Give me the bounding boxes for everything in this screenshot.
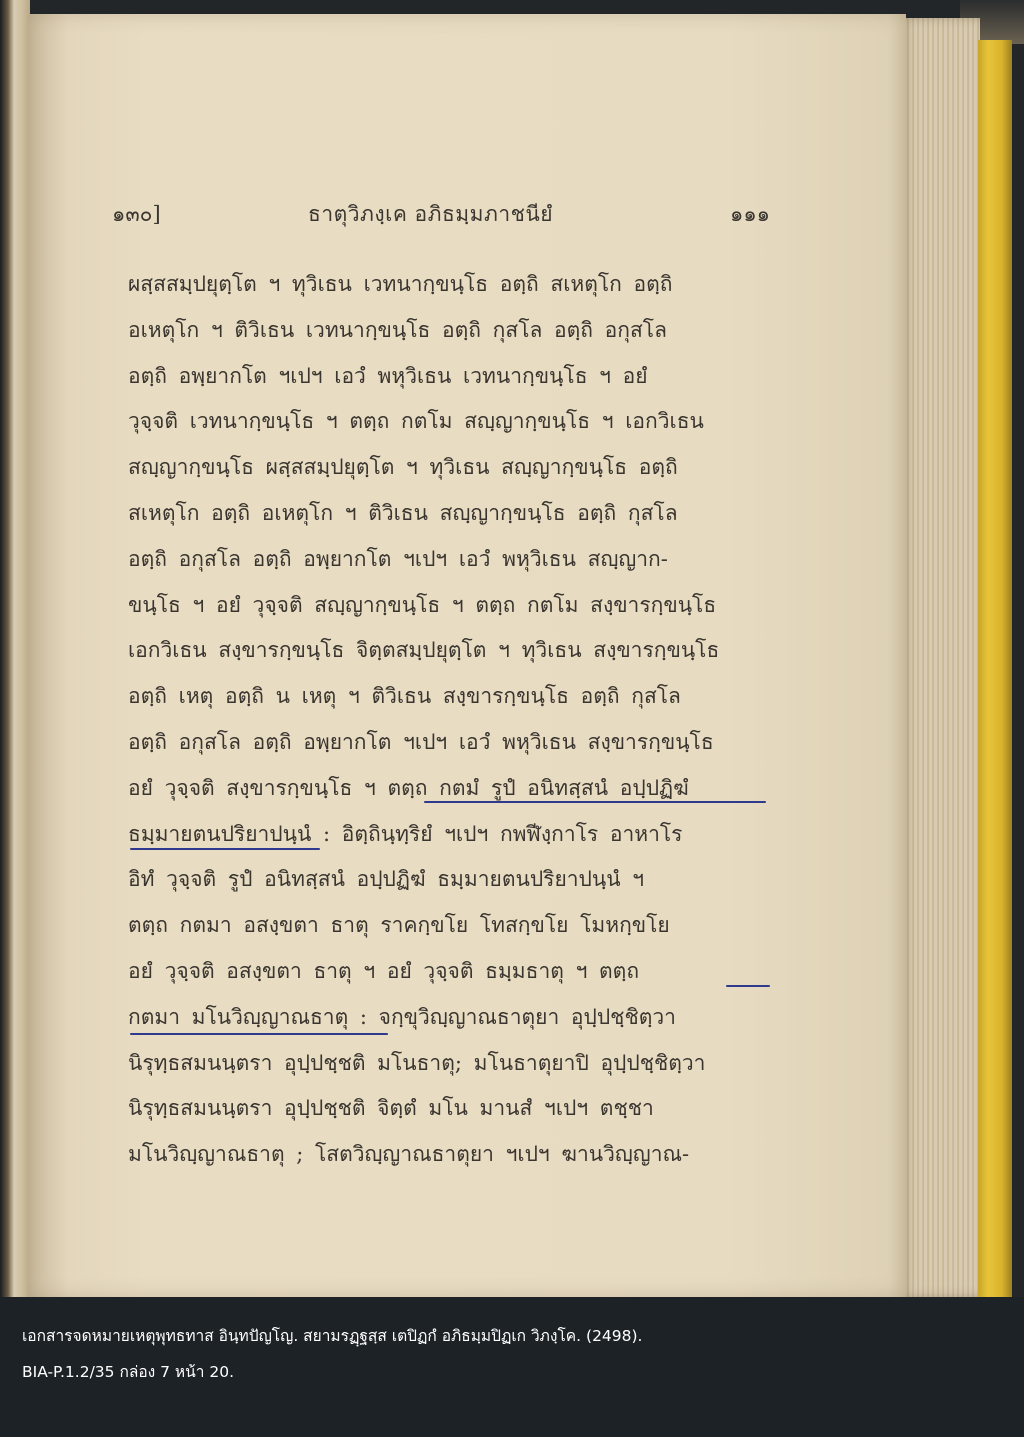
text-line-content: ตตฺถ กตมา อสงฺขตา ธาตุ ราคกฺขโย โทสกฺขโย โมหกฺขโย [128, 913, 670, 938]
text-line-content: อตฺถิ เหตุ อตฺถิ น เหตุ ฯ ติวิเธน สงฺขารกฺขนฺโธ อตฺถิ กุสโล [128, 684, 681, 709]
caption-title: เอกสารจดหมายเหตุพุทธทาส อินฺทปัญโญ. สยามรฏฺฐสฺส เตปิฏกํ อภิธมฺมปิฏเก วิภงฺโค. (2498). [22, 1327, 643, 1345]
text-line-content: วุจฺจติ เวทนากฺขนฺโธ ฯ ตตฺถ กตโม สญฺญากฺขนฺโธ ฯ เอกวิเธน [128, 409, 704, 434]
text-line [128, 949, 778, 995]
text-line [128, 857, 778, 903]
text-line-content: อเหตุโก ฯ ติวิเธน เวทนากฺขนฺโธ อตฺถิ กุสโล อตฺถิ อกุสโล [128, 317, 667, 342]
text-line [128, 812, 778, 858]
text-line [128, 399, 778, 445]
page-stack-edge [900, 18, 980, 1297]
page-number-right: ๑๑๑ [730, 202, 770, 226]
text-line-content: อตฺถิ อพฺยากโต ฯเปฯ เอวํ พหุวิเธน เวทนากฺขนฺโธ ฯ อยํ [128, 363, 648, 388]
caption-reference: BIA-P.1.2/35 กล่อง 7 หน้า 20. [22, 1363, 235, 1381]
yellow-book-cover [978, 40, 1012, 1297]
text-line-content: สเหตุโก อตฺถิ อเหตุโก ฯ ติวิเธน สญฺญากฺขนฺโธ อตฺถิ กุสโล [128, 500, 678, 525]
body-text [128, 262, 778, 1178]
text-line-content: เอกวิเธน สงฺขารกฺขนฺโธ จิตฺตสมฺปยุตฺโต ฯ ทุวิเธน สงฺขารกฺขนฺโธ [128, 638, 720, 663]
text-line [128, 583, 778, 629]
text-line-content: ผสฺสสมฺปยุตฺโต ฯ ทุวิเธน เวทนากฺขนฺโธ อตฺถิ สเหตุโก อตฺถิ [128, 272, 673, 296]
text-line [128, 674, 778, 720]
text-line [128, 537, 778, 583]
text-line-content: ธมฺมายตนปริยาปนฺนํ : อิตฺถินฺทฺริยํ ฯเปฯ กพฬีงฺกาโร อาหาโร [128, 821, 683, 846]
text-line-content: นิรุทฺธสมนนฺตรา อุปฺปชฺชติ มโนธาตุ; มโนธาตุยาปิ อุปฺปชฺชิตฺวา [128, 1050, 706, 1075]
text-line [128, 262, 778, 308]
text-line [128, 445, 778, 491]
archive-caption-bar [0, 1297, 1024, 1437]
text-line-content: อตฺถิ อกุสโล อตฺถิ อพฺยากโต ฯเปฯ เอวํ พหุวิเธน สงฺขารกฺขนฺโธ [128, 729, 714, 754]
page-number-left: ๑๓๐] [112, 202, 161, 226]
text-line-content: อิทํ วุจฺจติ รูปํ อนิทสฺสนํ อปฺปฏิฆํ ธมฺมายตนปริยาปนฺนํ ฯ [128, 867, 645, 892]
text-line [128, 1132, 778, 1178]
running-title: ธาตุวิภงฺเค อภิธมฺมภาชนียํ [308, 202, 554, 226]
text-line-content: อยํ วุจฺจติ อสงฺขตา ธาตุ ฯ อยํ วุจฺจติ ธมฺมธาตุ ฯ ตตฺถ [128, 958, 640, 983]
blue-underline-2 [130, 848, 320, 850]
text-line-content: กตมา มโนวิญฺญาณธาตุ : จกฺขุวิญฺญาณธาตุยา อุปฺปชฺชิตฺวา [128, 1004, 676, 1029]
text-line-content: อยํ วุจฺจติ สงฺขารกฺขนฺโธ ฯ ตตฺถ กตมํ รูปํ อนิทสฺสนํ อปฺปฏิฆํ [128, 775, 689, 800]
text-line-content: ขนฺโธ ฯ อยํ วุจฺจติ สญฺญากฺขนฺโธ ฯ ตตฺถ กตโม สงฺขารกฺขนฺโธ [128, 592, 717, 617]
text-line [128, 1086, 778, 1132]
text-line [128, 1041, 778, 1087]
text-line [128, 720, 778, 766]
left-page-edge [0, 0, 30, 1297]
text-line [128, 628, 778, 674]
text-line [128, 903, 778, 949]
text-line [128, 491, 778, 537]
text-line-content: สญฺญากฺขนฺโธ ผสฺสสมฺปยุตฺโต ฯ ทุวิเธน สญฺญากฺขนฺโธ อตฺถิ [128, 455, 678, 480]
text-line-content: มโนวิญฺญาณธาตุ ; โสตวิญฺญาณธาตุยา ฯเปฯ ฆานวิญฺญาณ- [128, 1142, 690, 1167]
text-line [128, 354, 778, 400]
blue-underline-4 [130, 1033, 388, 1035]
blue-underline-1 [424, 801, 766, 803]
text-line [128, 308, 778, 354]
text-line-content: นิรุทฺธสมนนฺตรา อุปฺปชฺชติ จิตฺตํ มโน มานสํ ฯเปฯ ตชฺชา [128, 1096, 654, 1121]
text-line [128, 766, 778, 812]
blue-underline-3 [726, 985, 770, 987]
page-header [112, 198, 770, 228]
text-line-content: อตฺถิ อกุสโล อตฺถิ อพฺยากโต ฯเปฯ เอวํ พหุวิเธน สญฺญาก- [128, 546, 668, 571]
